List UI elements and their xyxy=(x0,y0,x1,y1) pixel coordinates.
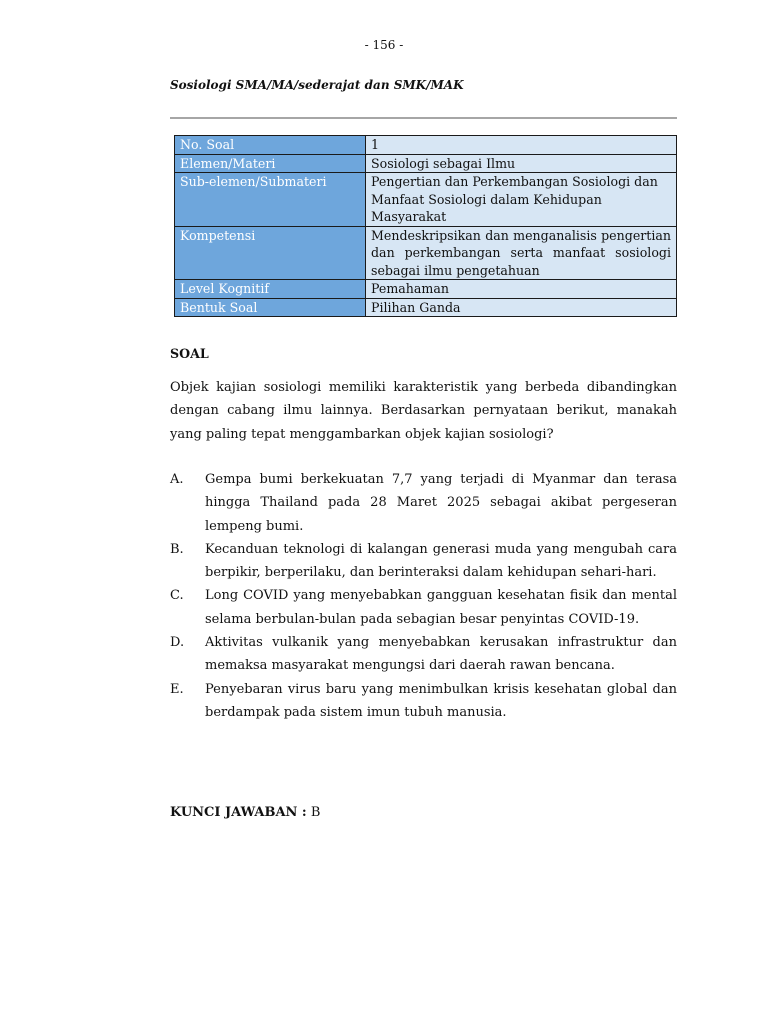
table-row xyxy=(175,154,677,173)
option-text: Aktivitas vulkanik yang menyebabkan kerusakan infrastruktur dan memaksa masyarakat mengungsi dari daerah rawan bencana. xyxy=(205,635,677,674)
option-text: Penyebaran virus baru yang menimbulkan krisis kesehatan global dan berdampak pada sistem imun tubuh manusia. xyxy=(205,681,677,720)
row-value-sub-elemen: Pengertian dan Perkembangan Sosiologi dan Manfaat Sosiologi dalam Kehidupan Masyarakat xyxy=(366,173,677,227)
option-text: Gempa bumi berkekuatan 7,7 yang terjadi di Myanmar dan terasa hingga Thailand pada 28 Maret 2025 sebagai akibat pergeseran lempeng bumi. xyxy=(205,472,677,534)
option-b xyxy=(170,538,677,585)
table-row xyxy=(175,298,677,317)
answer-key-value: B xyxy=(310,805,321,820)
row-value-kompetensi: Mendeskripsikan dan menganalisis pengertian dan perkembangan serta manfaat sosiologi sebagai ilmu pengetahuan xyxy=(366,226,677,280)
row-label-level: Level Kognitif xyxy=(175,280,366,299)
question-text: Objek kajian sosiologi memiliki karakteristik yang berbeda dibandingkan dengan cabang ilmu lainnya. Berdasarkan pernyataan berikut, manakah yang paling tepat menggambarkan objek kajian sosiologi? xyxy=(170,380,677,442)
table-row xyxy=(175,136,677,155)
soal-heading: SOAL xyxy=(170,346,209,361)
answer-key xyxy=(170,805,320,820)
option-letter: A. xyxy=(170,472,184,487)
option-text: Long COVID yang menyebabkan gangguan kesehatan fisik dan mental selama berbulan-bulan pada sebagian besar penyintas COVID-19. xyxy=(205,588,677,627)
option-letter: E. xyxy=(170,681,184,697)
table-row xyxy=(175,173,677,227)
option-d xyxy=(170,631,677,678)
option-letter: C. xyxy=(170,588,184,604)
header-title: Sosiologi SMA/MA/sederajat dan SMK/MAK xyxy=(170,78,464,92)
option-letter: B. xyxy=(170,541,184,557)
option-text: Kecanduan teknologi di kalangan generasi muda yang mengubah cara berpikir, berperilaku, dan berinteraksi dalam kehidupan sehari-hari. xyxy=(205,541,677,581)
row-value-elemen: Sosiologi sebagai Ilmu xyxy=(366,154,677,173)
row-label-elemen: Elemen/Materi xyxy=(175,154,366,173)
row-label-no-soal: No. Soal xyxy=(175,136,366,155)
table-row xyxy=(175,226,677,280)
answer-key-label: KUNCI JAWABAN : xyxy=(170,805,307,820)
row-label-kompetensi: Kompetensi xyxy=(175,226,366,280)
info-table xyxy=(174,135,677,317)
page-number: - 156 - xyxy=(364,38,404,52)
option-c xyxy=(170,584,677,631)
option-e xyxy=(170,678,677,725)
option-letter: D. xyxy=(170,635,185,651)
row-value-bentuk: Pilihan Ganda xyxy=(366,298,677,317)
option-a xyxy=(170,468,677,538)
answer-options xyxy=(170,468,677,724)
row-value-level: Pemahaman xyxy=(366,280,677,299)
header-rule xyxy=(170,117,677,119)
row-value-no-soal: 1 xyxy=(366,136,677,155)
table-row xyxy=(175,280,677,299)
row-label-sub-elemen: Sub-elemen/Submateri xyxy=(175,173,366,227)
row-label-bentuk: Bentuk Soal xyxy=(175,298,366,317)
